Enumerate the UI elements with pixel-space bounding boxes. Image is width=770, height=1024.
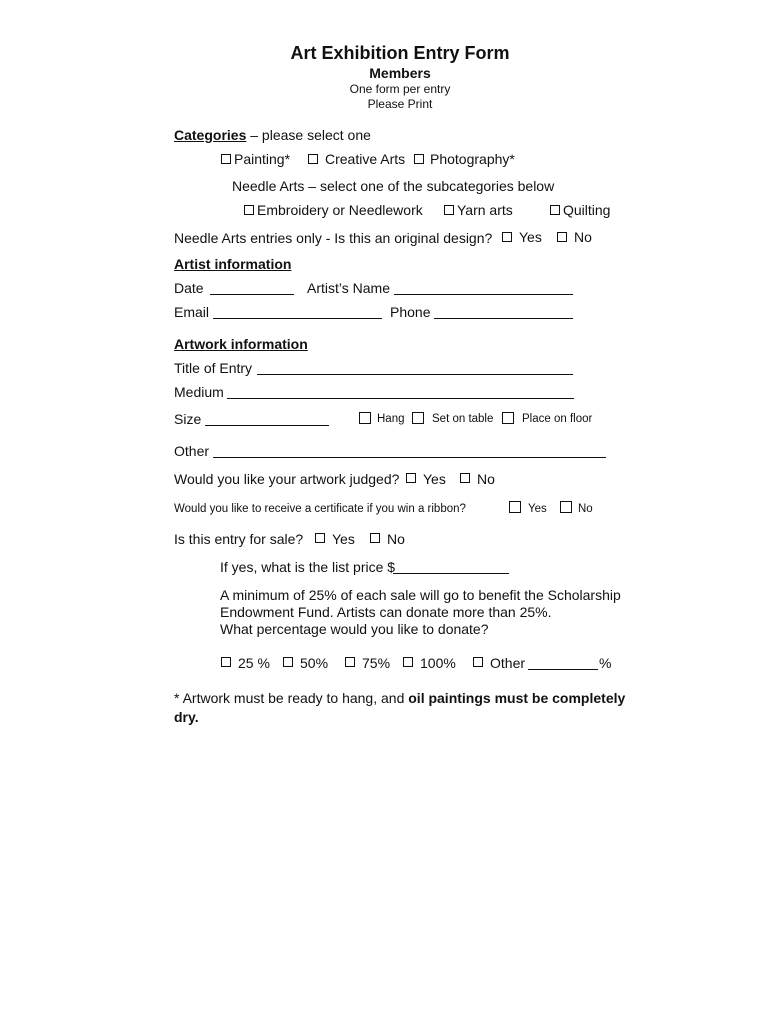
display-floor[interactable] — [502, 410, 592, 426]
donate-other-field[interactable] — [528, 656, 598, 670]
sale-yes-label: Yes — [332, 531, 355, 547]
original-no[interactable] — [557, 230, 592, 244]
donate-75-checkbox[interactable] — [345, 657, 355, 667]
judged-no[interactable] — [460, 469, 495, 486]
creative-arts-checkbox[interactable] — [308, 154, 318, 164]
artwork-info-heading: Artwork information — [174, 336, 308, 352]
sale-no[interactable] — [370, 529, 405, 546]
embroidery-checkbox[interactable] — [244, 205, 254, 215]
phone-field[interactable] — [434, 305, 573, 319]
donate-other-checkbox[interactable] — [473, 657, 483, 667]
other-field[interactable] — [213, 444, 606, 458]
floor-label: Place on floor — [522, 413, 593, 425]
phone-label: Phone — [390, 304, 431, 320]
medium-field[interactable] — [227, 385, 574, 399]
email-label: Email — [174, 304, 210, 320]
donate-50-label: 50% — [300, 655, 329, 671]
list-price-field[interactable] — [393, 560, 509, 574]
categories-heading: Categories — [174, 127, 247, 143]
original-design-question: Needle Arts entries only - Is this an original design? — [174, 230, 493, 246]
table-label: Set on table — [432, 413, 494, 425]
painting-label: Painting* — [234, 151, 291, 167]
size-label: Size — [174, 411, 202, 427]
date-label: Date — [174, 280, 204, 296]
certificate-question: Would you like to receive a certificate if you win a ribbon? — [174, 503, 466, 515]
donation-text-2: Endowment Fund. Artists can donate more than 25%. — [220, 604, 552, 620]
footer-note-bold-2: dry. — [174, 709, 199, 725]
judged-no-label: No — [477, 471, 495, 487]
categories-heading-row — [174, 128, 371, 142]
quilting-checkbox[interactable] — [550, 205, 560, 215]
category-painting[interactable] — [221, 152, 290, 166]
donate-25-label: 25 % — [238, 655, 270, 671]
artist-name-field[interactable] — [394, 281, 573, 295]
form-subtitle: Members — [369, 65, 431, 81]
needle-arts-intro: Needle Arts – select one of the subcategories below — [232, 178, 555, 194]
creative-arts-label: Creative Arts — [325, 151, 406, 167]
certificate-no[interactable] — [560, 499, 593, 516]
certificate-no-checkbox[interactable] — [560, 501, 572, 513]
needle-embroidery[interactable] — [244, 203, 423, 217]
photography-label: Photography* — [430, 151, 515, 167]
form-note-print: Please Print — [367, 97, 433, 111]
display-hang[interactable] — [359, 410, 405, 426]
sale-no-label: No — [387, 531, 405, 547]
donate-100-label: 100% — [420, 655, 456, 671]
footer-note-regular: * Artwork must be ready to hang, and — [174, 690, 409, 706]
certificate-yes[interactable] — [509, 499, 547, 516]
donate-75[interactable] — [345, 653, 390, 670]
quilting-label: Quilting — [563, 202, 611, 218]
donation-text-1: A minimum of 25% of each sale will go to benefit the Scholarship — [220, 587, 621, 603]
form-title: Art Exhibition Entry Form — [290, 43, 510, 63]
artist-name-label: Artist’s Name — [307, 280, 390, 296]
photography-checkbox[interactable] — [414, 154, 424, 164]
judged-yes[interactable] — [406, 469, 446, 486]
medium-label: Medium — [174, 384, 224, 400]
sale-yes[interactable] — [315, 529, 355, 546]
sale-no-checkbox[interactable] — [370, 533, 380, 543]
certificate-yes-checkbox[interactable] — [509, 501, 521, 513]
painting-checkbox[interactable] — [221, 154, 231, 164]
footer-note-line-1 — [174, 691, 625, 705]
donate-75-label: 75% — [362, 655, 391, 671]
hang-checkbox[interactable] — [359, 412, 371, 424]
artist-info-heading: Artist information — [174, 256, 292, 272]
donate-percent-sign: % — [599, 655, 612, 671]
needle-quilting[interactable] — [550, 203, 610, 217]
yarn-arts-label: Yarn arts — [457, 202, 513, 218]
judged-yes-label: Yes — [423, 471, 446, 487]
title-of-entry-label: Title of Entry — [174, 360, 253, 376]
donate-50-checkbox[interactable] — [283, 657, 293, 667]
title-of-entry-field[interactable] — [257, 361, 573, 375]
sale-yes-checkbox[interactable] — [315, 533, 325, 543]
display-table[interactable] — [412, 410, 493, 426]
category-photography[interactable] — [414, 152, 515, 166]
judged-no-checkbox[interactable] — [460, 473, 470, 483]
needle-yarn-arts[interactable] — [444, 203, 513, 217]
original-yes-checkbox[interactable] — [502, 232, 512, 242]
other-label: Other — [174, 443, 210, 459]
list-price-label: If yes, what is the list price $ — [220, 559, 396, 575]
date-field[interactable] — [210, 281, 294, 295]
donate-25[interactable] — [221, 653, 270, 670]
judged-question: Would you like your artwork judged? — [174, 471, 400, 487]
footer-note-bold-1: oil paintings must be completely — [408, 690, 626, 706]
original-yes-label: Yes — [519, 229, 542, 245]
hang-label: Hang — [377, 413, 405, 425]
certificate-yes-label: Yes — [528, 503, 547, 515]
yarn-arts-checkbox[interactable] — [444, 205, 454, 215]
embroidery-label: Embroidery or Needlework — [257, 202, 423, 218]
donate-other-label: Other — [490, 655, 526, 671]
donate-25-checkbox[interactable] — [221, 657, 231, 667]
form-note-entry: One form per entry — [349, 82, 451, 96]
table-checkbox[interactable] — [412, 412, 424, 424]
size-field[interactable] — [205, 412, 329, 426]
original-no-label: No — [574, 229, 592, 245]
original-yes[interactable] — [502, 230, 542, 244]
categories-instruction: – please select one — [250, 127, 371, 143]
donation-text-3: What percentage would you like to donate? — [220, 621, 489, 637]
email-field[interactable] — [213, 305, 382, 319]
donate-100[interactable] — [403, 653, 456, 670]
category-creative-arts[interactable] — [308, 152, 405, 166]
original-no-checkbox[interactable] — [557, 232, 567, 242]
judged-yes-checkbox[interactable] — [406, 473, 416, 483]
floor-checkbox[interactable] — [502, 412, 514, 424]
donate-100-checkbox[interactable] — [403, 657, 413, 667]
sale-question: Is this entry for sale? — [174, 531, 304, 547]
donate-other[interactable] — [473, 653, 525, 670]
certificate-no-label: No — [578, 503, 593, 515]
donate-50[interactable] — [283, 653, 328, 670]
